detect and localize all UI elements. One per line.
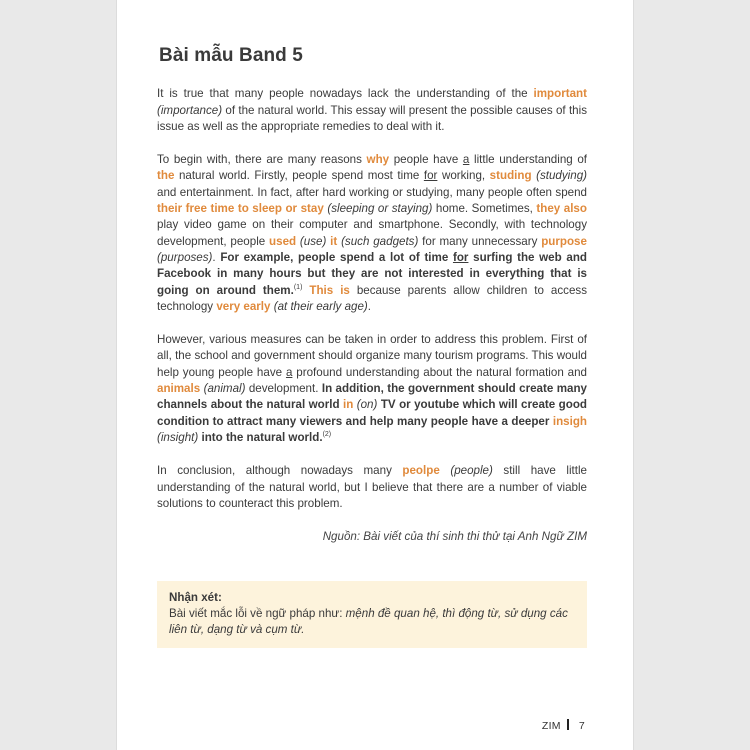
underlined-word: for xyxy=(423,169,438,183)
correction: (studying) xyxy=(536,169,587,183)
error-highlight: peolpe xyxy=(402,464,440,478)
correction: (sleeping or staying) xyxy=(327,202,433,216)
error-highlight: it xyxy=(330,234,338,248)
correction: (such gadgets) xyxy=(341,234,419,248)
paragraph-conclusion: In conclusion, although nowadays many peolpe (people) still have little understanding of the natural world, but I believe that there are a number of viable solutions to counteract this problem. xyxy=(157,464,587,510)
paragraph-body-1: To begin with, there are many reasons why people have a little understanding of the natural world. Firstly, people spend most time for working, studing (studying) and entertainment. In fact, after hard working or studying, many people often spend their free time to sleep or stay (sleeping or staying) home. Sometimes, they also play video game on their computer and smartphone. Secondly, with technology development, people used (use) it (such gadgets) for many unnecessary purpose (purposes). For example, people spend a lot of time for surfing the web and Facebook in many hours but they are not interested in everything that is going on around them.$^{(1)}$ This is because parents allow children to access technology very early (at their early age). xyxy=(157,153,587,313)
error-highlight: very early xyxy=(216,299,271,313)
correction: (use) xyxy=(299,234,327,248)
error-highlight: studing xyxy=(489,169,532,183)
error-highlight: insigh xyxy=(552,414,587,428)
page-title: Bài mẫu Band 5 xyxy=(159,45,303,66)
page-number: 7 xyxy=(578,720,585,732)
error-highlight: animals xyxy=(157,382,201,396)
error-highlight: they also xyxy=(536,202,587,216)
footnote-marker: (2) xyxy=(322,431,332,439)
error-highlight: the xyxy=(157,169,175,183)
underlined-word: a xyxy=(462,153,470,167)
footnote-marker: (1) xyxy=(293,283,303,291)
paragraph-body-2: However, various measures can be taken in order to address this problem. First of all, the school and government should organize many tourism programs. This would help young people have a profound understanding about the natural formation and animals (animal) development. In addition, the government should create many channels about the natural world in (on) TV or youtube which will create good condition to attract many viewers and help many people have a deeper insigh (insight) into the natural world.$^{(2)}$ xyxy=(157,333,587,444)
comment-body: Bài viết mắc lỗi về ngữ pháp như: mệnh đề quan hệ, thì động từ, sử dụng các liên từ, dạng từ và cụm từ. xyxy=(169,607,568,637)
correction: (importance) xyxy=(157,103,223,117)
bold-sentence: In addition, the government should create many channels about the natural world xyxy=(157,382,587,412)
error-highlight: used xyxy=(269,234,297,248)
essay-content xyxy=(157,45,587,648)
underlined-word: for xyxy=(452,250,469,264)
correction: (insight) xyxy=(157,430,199,444)
bold-sentence: For example, people spend a lot of time xyxy=(220,250,453,264)
error-highlight: purpose xyxy=(541,234,587,248)
bold-sentence: TV or youtube which will create good condition to attract many viewers and help many people have a deeper xyxy=(157,398,587,428)
bold-sentence: into the natural world. xyxy=(198,430,323,444)
brand-label: ZIM xyxy=(541,720,561,732)
correction: (people) xyxy=(450,464,493,478)
correction: (animal) xyxy=(203,382,246,396)
correction: (purposes) xyxy=(157,250,213,264)
error-highlight: why xyxy=(366,153,390,167)
comment-title: Nhận xét: xyxy=(169,591,222,605)
correction: (on) xyxy=(356,398,378,412)
comment-box xyxy=(157,581,587,648)
footer-divider xyxy=(567,719,569,730)
correction: (at their early age) xyxy=(273,299,368,313)
comment-error-list: mệnh đề quan hệ, thì động từ, sử dụng các liên từ, dạng từ và cụm từ. xyxy=(169,607,568,637)
error-highlight: their free time xyxy=(157,202,235,216)
error-highlight: in xyxy=(342,398,354,412)
error-highlight: This is xyxy=(309,283,350,297)
page-footer xyxy=(542,719,585,732)
text: of the natural world. This essay will present the possible causes of this issue as well as the appropriate remedies to deal with it. xyxy=(157,103,587,133)
text: It is true that many people nowadays lack the understanding of the xyxy=(157,87,534,101)
error-highlight: important xyxy=(533,87,587,101)
underlined-word: a xyxy=(285,365,293,379)
error-highlight: to sleep or stay xyxy=(237,202,324,216)
source-citation: Nguồn: Bài viết của thí sinh thi thử tại Anh Ngữ ZIM xyxy=(322,530,587,544)
bold-sentence: surfing the web and Facebook in many hours but they are not interested in everything that is going on around them. xyxy=(157,250,587,297)
document-page xyxy=(116,0,634,750)
paragraph-intro xyxy=(157,86,587,135)
